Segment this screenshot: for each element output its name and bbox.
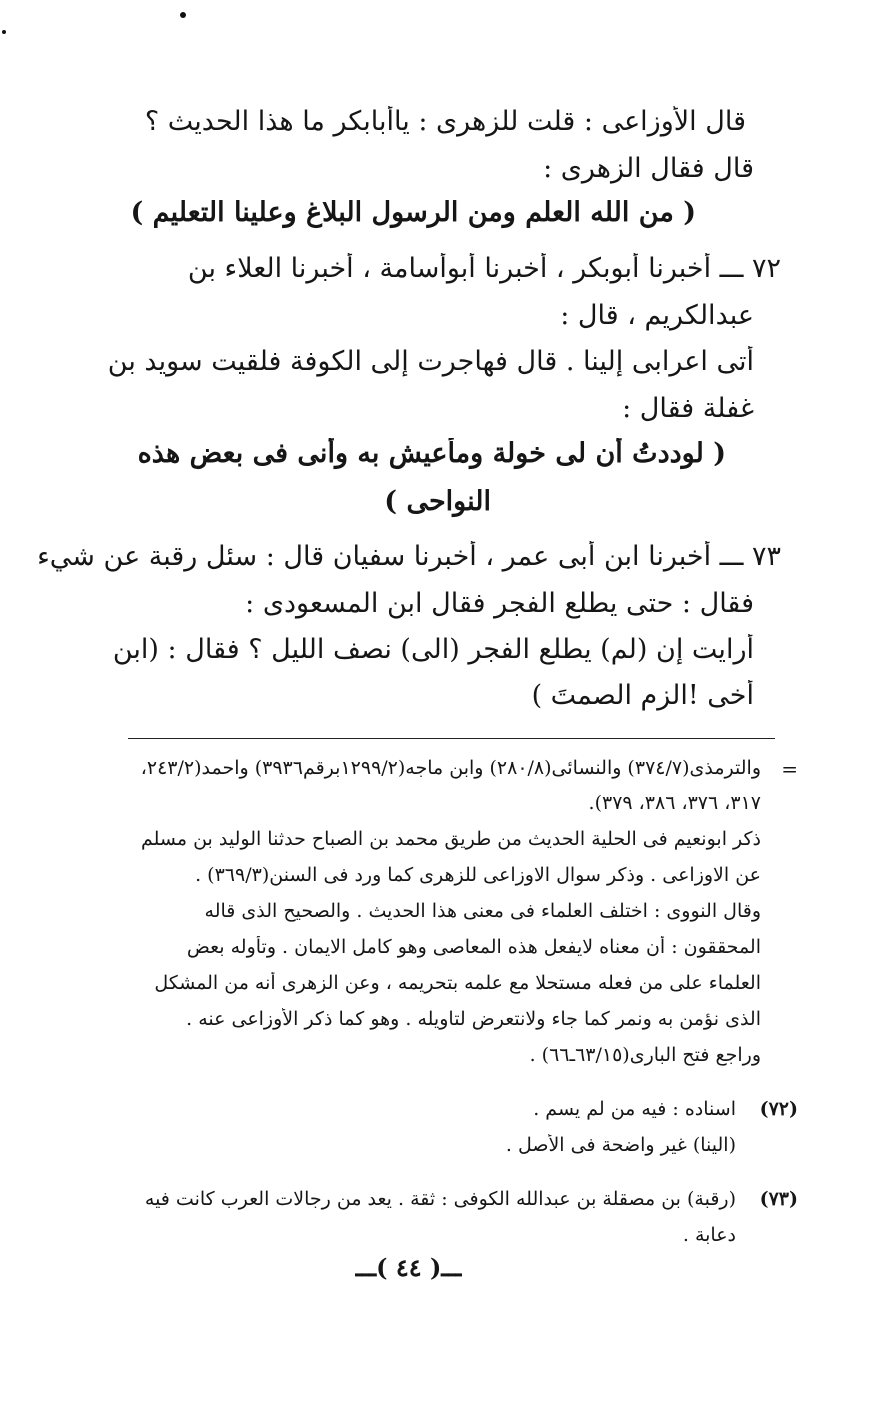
main-line-quote: ( من الله العلم ومن الرسول البلاغ وعلينا التعليم ) xyxy=(130,197,696,228)
footnote-line: ذكر ابونعيم فى الحلية الحديث من طريق محمد بن الصباح حدثنا الوليد بن مسلم xyxy=(140,828,761,850)
footnote-line: والترمذى(٣٧٤/٧) والنسائى(٢٨٠/٨) وابن ماجه(١٢٩٩/٢برقم٣٩٣٦) واحمد(٢٤٣/٢، xyxy=(140,757,761,779)
main-line: أرايت إن (لم) يطلع الفجر (الى) نصف الليل ؟ فقال : (ابن xyxy=(112,634,754,665)
main-line: قال الأوزاعى : قلت للزهرى : ياأبابكر ما هذا الحديث ؟ xyxy=(144,106,746,137)
footnote-72-line: (الينا) غير واضحة فى الأصل . xyxy=(505,1134,736,1156)
main-line-quote: ( لوددتُ أن لى خولة ومأعيش به وأنى فى بعض هذه xyxy=(137,438,726,469)
footnote-line: ٣١٧، ٣٧٦، ٣٨٦، ٣٧٩). xyxy=(588,792,761,814)
footnote-line: المحققون : أن معناه لايفعل هذه المعاصى وهو كامل الايمان . وتأوله بعض xyxy=(186,936,761,958)
footnote-line: الذى نؤمن به ونمر كما جاء ولانتعرض لتاويله . وهو كما ذكر الأوزاعى عنه . xyxy=(186,1008,761,1030)
footnote-line: وراجع فتح البارى(٦٣/١٥ـ٦٦) . xyxy=(529,1044,761,1066)
footnote-line: عن الاوزاعى . وذكر سوال الاوزاعى للزهرى كما ورد فى السنن(٣٦٩/٣) . xyxy=(195,864,761,886)
scan-speck xyxy=(180,12,186,18)
footnote-line: العلماء على من فعله مستحلا مع علمه بتحريمه ، وعن الزهرى أنه من المشكل xyxy=(154,972,761,994)
hadith-72-line: ٧٢ ـــ أخبرنا أبوبكر ، أخبرنا أبوأسامة ، أخبرنا العلاء بن xyxy=(187,253,781,284)
main-line: فقال : حتى يطلع الفجر فقال ابن المسعودى : xyxy=(245,588,754,619)
page-number: ـــ( ٤٤ )ـــ xyxy=(355,1254,463,1282)
footnote-line: وقال النووى : اختلف العلماء فى معنى هذا الحديث . والصحيح الذى قاله xyxy=(204,900,761,922)
footnote-72-line: اسناده : فيه من لم يسم . xyxy=(533,1098,736,1120)
main-line: أتى اعرابى إلينا . قال فهاجرت إلى الكوفة فلقيت سويد بن xyxy=(107,346,754,377)
main-line-quote: النواحى ) xyxy=(384,486,491,517)
main-line: غفلة فقال : xyxy=(622,393,754,424)
main-line: أخى !الزم الصمتَ ) xyxy=(531,680,754,711)
continuation-marker: = xyxy=(781,757,798,781)
hadith-73-line: ٧٣ ـــ أخبرنا ابن أبى عمر ، أخبرنا سفيان قال : سئل رقبة عن شيء xyxy=(37,541,781,572)
main-line: قال فقال الزهرى : xyxy=(543,153,754,184)
scan-speck xyxy=(2,30,6,34)
footnote-73-number: (٧٣) xyxy=(759,1188,798,1210)
footnote-separator xyxy=(128,738,775,739)
footnote-72-number: (٧٢) xyxy=(759,1098,798,1120)
footnote-73-line: (رقبة) بن مصقلة بن عبدالله الكوفى : ثقة . يعد من رجالات العرب كانت فيه xyxy=(144,1188,736,1210)
footnote-73-line: دعابة . xyxy=(682,1224,736,1246)
main-line: عبدالكريم ، قال : xyxy=(560,300,754,331)
